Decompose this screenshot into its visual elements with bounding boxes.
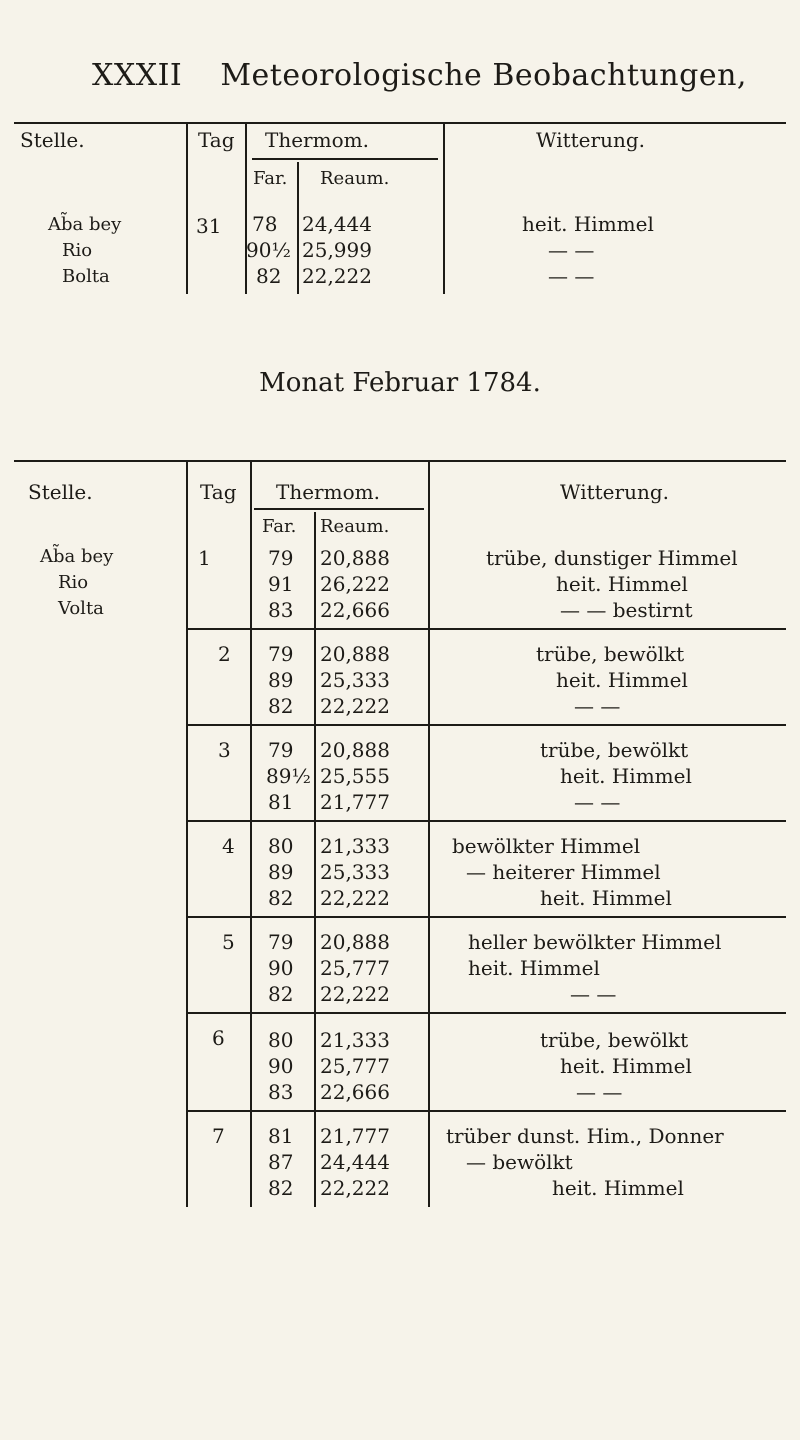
day-2-far-1: 79 <box>268 642 294 666</box>
day-1-far-1: 79 <box>268 546 294 570</box>
top-day: 31 <box>196 214 222 238</box>
top-place-line-1: Ab̃a bey <box>48 214 122 235</box>
day-2-far-3: 82 <box>268 694 294 718</box>
top-header-weather: Witterung. <box>536 128 645 152</box>
top-reaum-1: 24,444 <box>302 212 372 236</box>
day-3-weather-1: trübe, bewölkt <box>540 738 689 762</box>
day-7-far-3: 82 <box>268 1176 294 1200</box>
page-title: Meteorologische Beobachtungen, <box>220 58 747 93</box>
main-sub-reaum: Reaum. <box>320 516 390 537</box>
day-3-far-2: 89½ <box>266 764 311 788</box>
top-far-3: 82 <box>256 264 282 288</box>
top-reaum-2: 25,999 <box>302 238 372 262</box>
main-vline-3 <box>314 512 316 1207</box>
day-1-weather-3: — — bestirnt <box>560 598 693 622</box>
day-3-reaum-1: 20,888 <box>320 738 390 762</box>
day-2-far-2: 89 <box>268 668 294 692</box>
day-4-weather-3: heit. Himmel <box>540 886 672 910</box>
top-header-day: Tag <box>198 128 235 152</box>
top-place-line-3: Bolta <box>62 266 110 287</box>
day-4-rule <box>186 916 786 918</box>
day-2-reaum-3: 22,222 <box>320 694 390 718</box>
top-weather-1: heit. Himmel <box>522 212 654 236</box>
day-3-reaum-2: 25,555 <box>320 764 390 788</box>
day-6-label: 6 <box>212 1026 225 1050</box>
top-far-2: 90½ <box>246 238 291 262</box>
day-4-weather-1: bewölkter Himmel <box>452 834 641 858</box>
day-7-weather-2: — bewölkt <box>466 1150 573 1174</box>
day-2-rule <box>186 724 786 726</box>
day-2-reaum-2: 25,333 <box>320 668 390 692</box>
day-6-reaum-1: 21,333 <box>320 1028 390 1052</box>
day-3-rule <box>186 820 786 822</box>
top-header-place: Stelle. <box>20 128 85 152</box>
day-1-reaum-2: 26,222 <box>320 572 390 596</box>
day-4-reaum-2: 25,333 <box>320 860 390 884</box>
main-place-line-1: Ab̃a bey <box>40 546 114 567</box>
day-4-far-3: 82 <box>268 886 294 910</box>
day-7-far-1: 81 <box>268 1124 294 1148</box>
day-6-reaum-3: 22,666 <box>320 1080 390 1104</box>
month-heading: Monat Februar 1784. <box>259 368 541 398</box>
main-header-weather: Witterung. <box>560 480 669 504</box>
main-vline-1 <box>186 462 188 1207</box>
day-4-far-1: 80 <box>268 834 294 858</box>
day-7-reaum-1: 21,777 <box>320 1124 390 1148</box>
top-vline-2 <box>245 124 247 294</box>
top-vline-1 <box>186 124 188 294</box>
day-4-label: 4 <box>222 834 235 858</box>
day-3-weather-3: — — <box>574 790 621 814</box>
day-6-weather-3: — — <box>576 1080 623 1104</box>
top-vline-4 <box>443 124 445 294</box>
day-2-weather-1: trübe, bewölkt <box>536 642 685 666</box>
day-6-reaum-2: 25,777 <box>320 1054 390 1078</box>
day-5-far-2: 90 <box>268 956 294 980</box>
top-table-rule <box>14 122 786 124</box>
main-header-place: Stelle. <box>28 480 93 504</box>
day-1-reaum-1: 20,888 <box>320 546 390 570</box>
day-2-label: 2 <box>218 642 231 666</box>
day-6-rule <box>186 1110 786 1112</box>
day-2-weather-3: — — <box>574 694 621 718</box>
main-vline-2 <box>250 462 252 1207</box>
day-5-far-1: 79 <box>268 930 294 954</box>
day-7-weather-3: heit. Himmel <box>552 1176 684 1200</box>
day-5-label: 5 <box>222 930 235 954</box>
day-6-far-1: 80 <box>268 1028 294 1052</box>
day-4-far-2: 89 <box>268 860 294 884</box>
main-header-day: Tag <box>200 480 237 504</box>
day-1-reaum-3: 22,666 <box>320 598 390 622</box>
main-header-thermo: Thermom. <box>276 480 380 504</box>
day-4-weather-2: — heiterer Himmel <box>466 860 661 884</box>
day-7-label: 7 <box>212 1124 225 1148</box>
day-2-weather-2: heit. Himmel <box>556 668 688 692</box>
main-thermo-underline <box>254 508 424 510</box>
day-2-reaum-1: 20,888 <box>320 642 390 666</box>
day-1-far-3: 83 <box>268 598 294 622</box>
day-5-rule <box>186 1012 786 1014</box>
main-sub-far: Far. <box>262 516 297 537</box>
day-6-weather-2: heit. Himmel <box>560 1054 692 1078</box>
day-5-reaum-2: 25,777 <box>320 956 390 980</box>
day-3-far-1: 79 <box>268 738 294 762</box>
day-1-label: 1 <box>198 546 211 570</box>
page-header <box>92 58 747 93</box>
day-6-weather-1: trübe, bewölkt <box>540 1028 689 1052</box>
day-4-reaum-1: 21,333 <box>320 834 390 858</box>
top-reaum-3: 22,222 <box>302 264 372 288</box>
day-1-weather-1: trübe, dunstiger Himmel <box>486 546 738 570</box>
main-table-rule <box>14 460 786 462</box>
page-number: XXXII <box>92 58 183 93</box>
top-vline-3 <box>297 162 299 294</box>
day-5-far-3: 82 <box>268 982 294 1006</box>
day-6-far-3: 83 <box>268 1080 294 1104</box>
day-3-weather-2: heit. Himmel <box>560 764 692 788</box>
day-7-far-2: 87 <box>268 1150 294 1174</box>
main-place-line-3: Volta <box>58 598 104 619</box>
day-7-reaum-2: 24,444 <box>320 1150 390 1174</box>
main-vline-4 <box>428 462 430 1207</box>
day-7-weather-1: trüber dunst. Him., Donner <box>446 1124 724 1148</box>
top-sub-reaum: Reaum. <box>320 168 390 189</box>
day-5-weather-1: heller bewölkter Himmel <box>468 930 722 954</box>
day-1-rule <box>186 628 786 630</box>
top-sub-far: Far. <box>253 168 288 189</box>
day-6-far-2: 90 <box>268 1054 294 1078</box>
day-3-label: 3 <box>218 738 231 762</box>
day-5-reaum-3: 22,222 <box>320 982 390 1006</box>
main-place-line-2: Rio <box>58 572 89 593</box>
top-weather-2: — — <box>548 238 595 262</box>
day-1-weather-2: heit. Himmel <box>556 572 688 596</box>
top-place-line-2: Rio <box>62 240 93 261</box>
day-5-reaum-1: 20,888 <box>320 930 390 954</box>
day-3-reaum-3: 21,777 <box>320 790 390 814</box>
top-far-1: 78 <box>252 212 278 236</box>
day-1-far-2: 91 <box>268 572 294 596</box>
top-header-thermo: Thermom. <box>265 128 369 152</box>
day-7-reaum-3: 22,222 <box>320 1176 390 1200</box>
day-3-far-3: 81 <box>268 790 294 814</box>
day-5-weather-2: heit. Himmel <box>468 956 600 980</box>
day-5-weather-3: — — <box>570 982 617 1006</box>
day-4-reaum-3: 22,222 <box>320 886 390 910</box>
top-weather-3: — — <box>548 264 595 288</box>
top-thermo-underline <box>252 158 438 160</box>
